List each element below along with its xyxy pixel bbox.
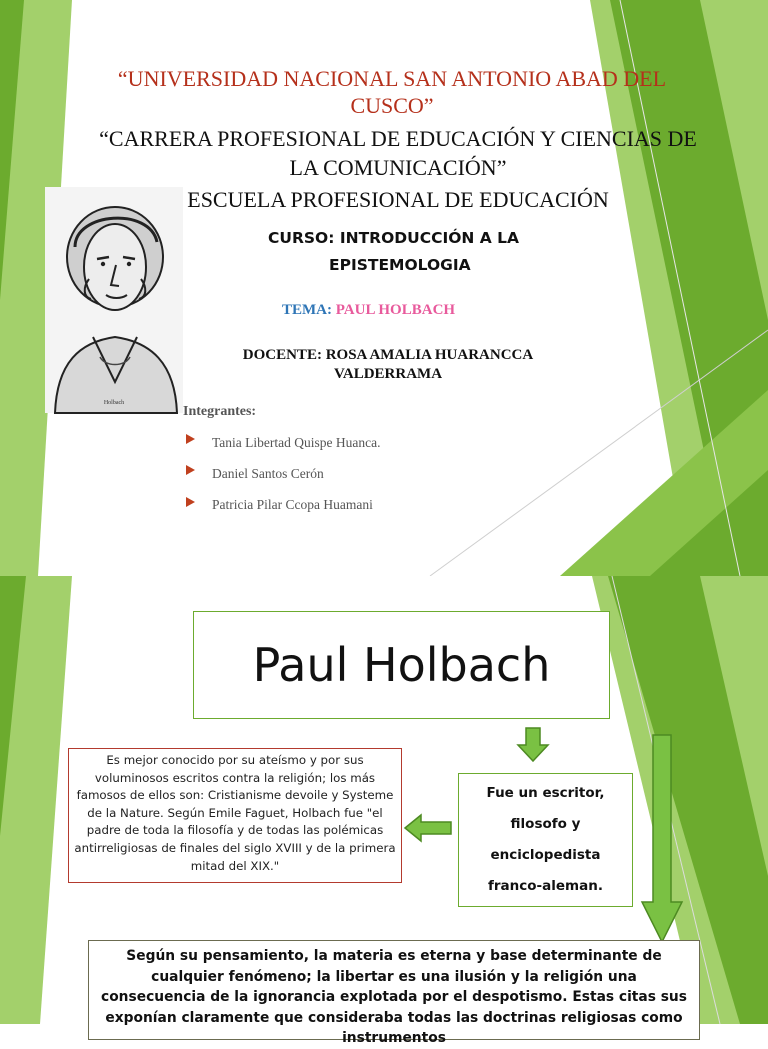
arrow-left-icon: [403, 813, 453, 843]
teacher-line-1: DOCENTE: ROSA AMALIA HUARANCCA: [242, 347, 534, 363]
members-label: Integrantes:: [183, 404, 257, 419]
course-line-2: EPISTEMOLOGIA: [329, 256, 471, 274]
bullet-icon: [186, 465, 195, 475]
topic-value: PAUL HOLBACH: [335, 302, 456, 318]
portrait-caption: Holbach: [103, 400, 125, 406]
member-1: Tania Libertad Quispe Huanca.: [212, 435, 381, 450]
teacher: [188, 346, 588, 384]
holbach-portrait: [45, 187, 183, 413]
member-2: Daniel Santos Cerón: [212, 466, 324, 481]
summary-line-4: franco-aleman.: [488, 878, 603, 894]
arrow-down-long-icon: [640, 734, 684, 944]
summary-box: [458, 773, 633, 907]
portrait-image: [45, 187, 183, 413]
summary-line-3: enciclopedista: [490, 847, 601, 863]
slide-content: [0, 576, 768, 1046]
summary-line-2: filosofo y: [510, 816, 581, 832]
slide-title-text: Paul Holbach: [252, 638, 551, 692]
bullet-icon: [186, 497, 195, 507]
university-name: “UNIVERSIDAD NACIONAL SAN ANTONIO ABAD DEL CUSCO”: [117, 66, 667, 118]
topic-label: TEMA:: [282, 302, 332, 318]
course-line-1: CURSO: INTRODUCCIÓN A LA: [268, 229, 520, 247]
member-3: Patricia Pilar Ccopa Huamani: [212, 497, 373, 512]
school-name: ESCUELA PROFESIONAL DE EDUCACIÓN: [187, 187, 609, 212]
summary-line-1: Fue un escritor,: [486, 785, 605, 801]
teacher-line-2: VALDERRAMA: [333, 366, 443, 382]
thought-box: Según su pensamiento, la materia es eterna y base determinante de cualquier fenómeno; la libertar es una ilusión y la religión una consecuencia de la ignorancia explotada por el despotismo. Estas citas sus exponían claramente que consideraba todas las doctrinas religiosas como instrumentos: [88, 940, 700, 1040]
bullet-icon: [186, 434, 195, 444]
description-box: Es mejor conocido por su ateísmo y por sus voluminosos escritos contra la religión; los más famosos de ellos son: Cristianisme devoile y Systeme de la Nature. Según Emile Faguet, Holbach fue "el padre de toda la filosofía y de todas las polémicas antirreligiosas de finales del siglo XVIII y de la primera mitad del XIX.": [68, 748, 402, 883]
arrow-down-icon: [516, 727, 550, 763]
title-box: [193, 611, 610, 719]
career-name: “CARRERA PROFESIONAL DE EDUCACIÓN Y CIENCIAS DE LA COMUNICACIÓN”: [99, 126, 697, 180]
topic-line: [282, 302, 455, 319]
